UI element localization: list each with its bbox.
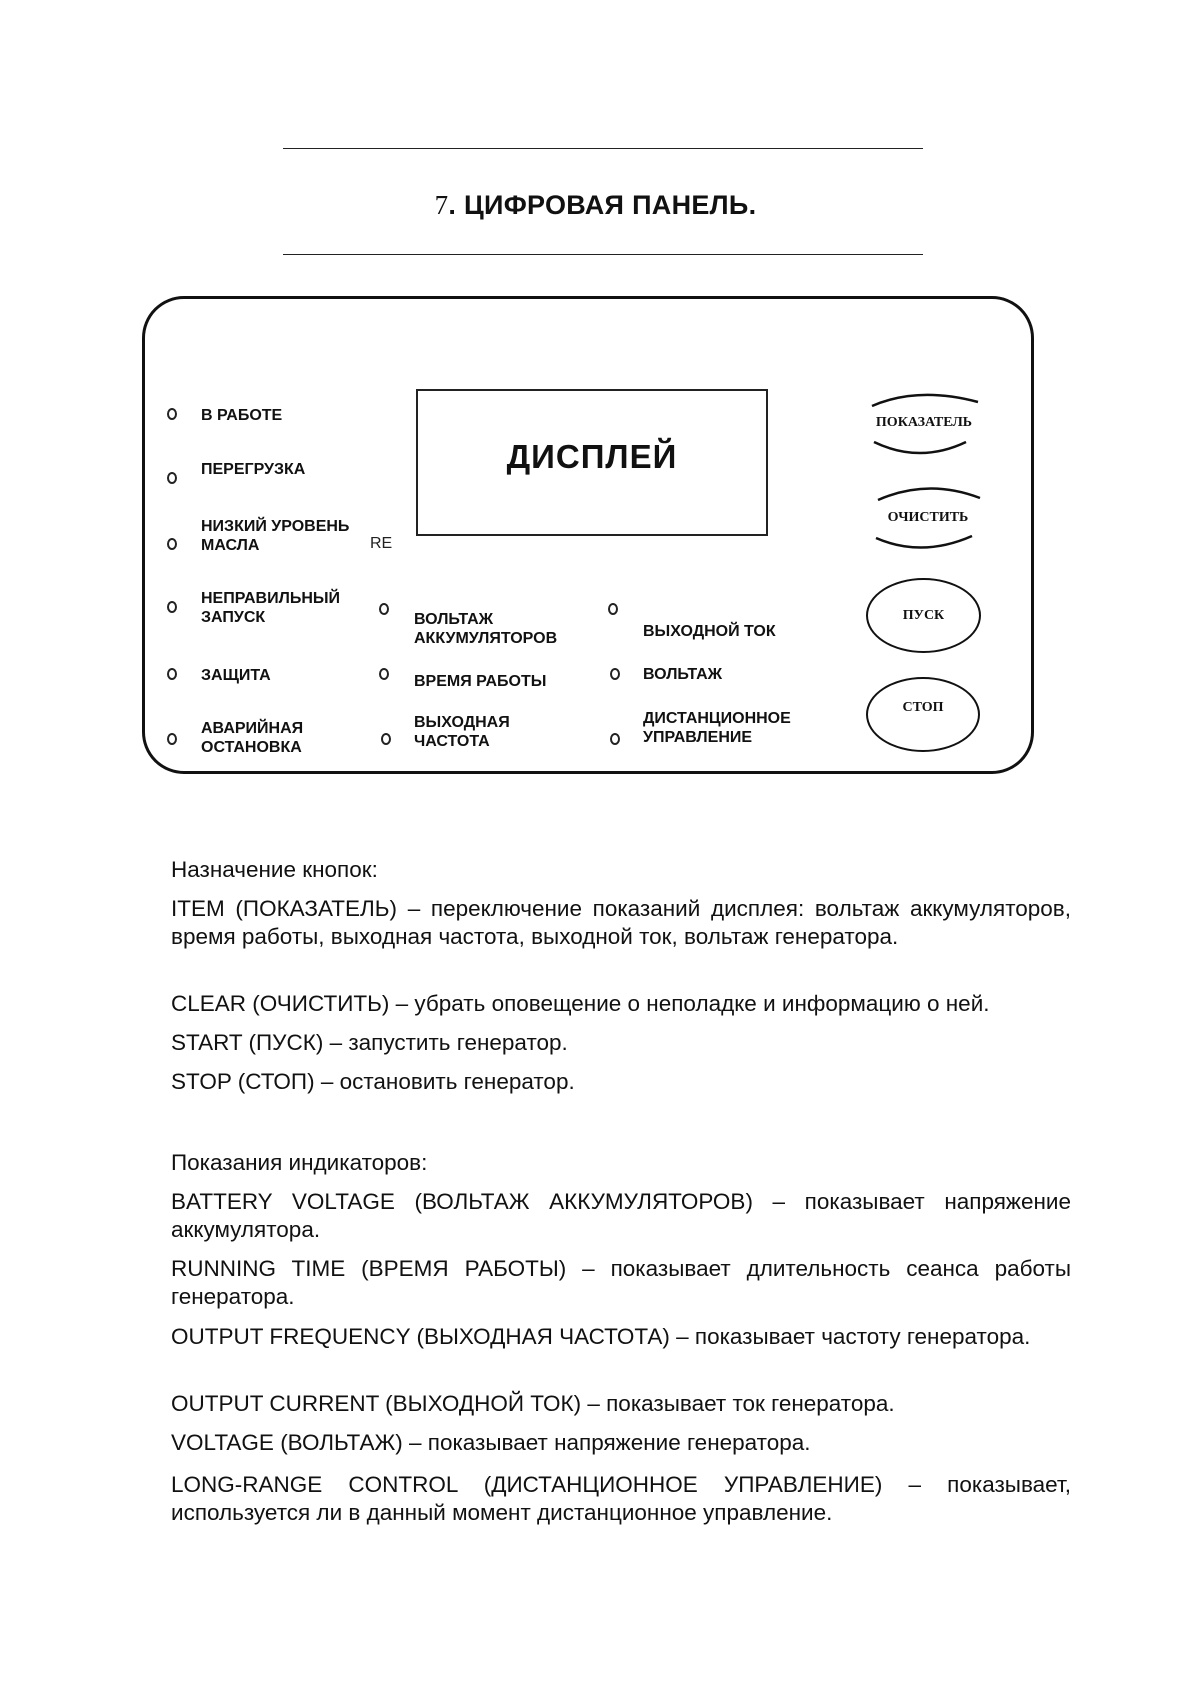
indicators-heading: Показания индикаторов: [171,1150,428,1175]
start-button[interactable] [866,578,981,653]
indicator-led-running-time [379,668,389,680]
clear-button-arc-bottom [872,532,984,556]
indicator-led-overload [167,472,177,484]
indicator-label-voltage: ВОЛЬТАЖ [643,666,723,683]
indicator-led-emergency-stop [167,733,177,745]
indicator-label-low-oil: НИЗКИЙ УРОВЕНЬ МАСЛА [201,518,350,554]
indicator-label-bad-start: НЕПРАВИЛЬНЫЙ ЗАПУСК [201,590,341,626]
section-number: 7 [434,190,449,220]
indicator-label-running-time: ВРЕМЯ РАБОТЫ [414,673,547,690]
indicator-led-protection [167,668,177,680]
item-button[interactable] [866,384,982,462]
indicator-label-emergency-stop: АВАРИЙНАЯ ОСТАНОВКА [201,720,304,756]
display-label: ДИСПЛЕЙ [506,437,678,475]
buttons-desc-start: START (ПУСК) – запустить генератор. [171,1030,568,1055]
indicator-led-low-oil [167,538,177,550]
clear-button-label: ОЧИСТИТЬ [887,510,969,525]
re-mark: RE [370,535,393,552]
stop-button[interactable] [866,677,980,752]
indicator-label-battery-voltage: ВОЛЬТАЖ АККУМУЛЯТОРОВ [414,611,558,647]
indicator-led-output-current [608,603,618,615]
item-button-arc-top [866,384,982,408]
section-heading [0,190,1191,221]
header-rule-top [283,148,923,149]
section-title: . ЦИФРОВАЯ ПАНЕЛЬ. [448,190,757,220]
indicator-led-running [167,408,177,420]
clear-button[interactable] [872,480,984,556]
display-screen [416,389,768,536]
indicator-led-voltage [610,668,620,680]
indicators-desc-voltage: VOLTAGE (ВОЛЬТАЖ) – показывает напряжение генератора. [171,1430,811,1455]
header-rule-bottom [283,254,923,255]
indicator-label-running: В РАБОТЕ [201,407,283,424]
buttons-desc-clear: CLEAR (ОЧИСТИТЬ) – убрать оповещение о неполадке и информацию о ней. [171,991,990,1016]
item-button-arc-bottom [866,438,982,462]
indicator-led-battery-voltage [379,603,389,615]
indicator-led-remote-control [610,733,620,745]
indicators-desc-current: OUTPUT CURRENT (ВЫХОДНОЙ ТОК) – показывает ток генератора. [171,1391,895,1416]
indicators-desc-battery: BATTERY VOLTAGE (ВОЛЬТАЖ АККУМУЛЯТОРОВ) – показывает напряжение аккумулятора. [171,1189,1071,1242]
indicators-desc-remote: LONG-RANGE CONTROL (ДИСТАНЦИОННОЕ УПРАВЛЕНИЕ) – показывает, используется ли в данный момент дистанционное управление. [171,1472,1071,1525]
indicators-desc-running-time: RUNNING TIME (ВРЕМЯ РАБОТЫ) – показывает длительность сеанса работы генератора. [171,1256,1071,1309]
indicator-label-overload: ПЕРЕГРУЗКА [201,461,306,478]
buttons-desc-stop: STOP (СТОП) – остановить генератор. [171,1069,575,1094]
indicator-led-output-frequency [381,733,391,745]
indicators-desc-frequency: OUTPUT FREQUENCY (ВЫХОДНАЯ ЧАСТОТА) – показывает частоту генератора. [171,1324,1031,1349]
item-button-label: ПОКАЗАТЕЛЬ [875,415,973,430]
clear-button-arc-top [872,480,984,504]
start-button-label: ПУСК [902,607,945,623]
indicator-label-protection: ЗАЩИТА [201,667,271,684]
indicator-label-output-frequency: ВЫХОДНАЯ ЧАСТОТА [414,714,510,750]
stop-button-label: СТОП [902,699,944,715]
indicator-label-output-current: ВЫХОДНОЙ ТОК [643,623,776,640]
indicator-led-bad-start [167,601,177,613]
indicator-label-remote-control: ДИСТАНЦИОННОЕ УПРАВЛЕНИЕ [643,710,791,746]
buttons-desc-item: ITEM (ПОКАЗАТЕЛЬ) – переключение показаний дисплея: вольтаж аккумуляторов, время работы, выходная частота, выходной ток, вольтаж генератора. [171,896,1071,949]
buttons-heading: Назначение кнопок: [171,857,378,882]
